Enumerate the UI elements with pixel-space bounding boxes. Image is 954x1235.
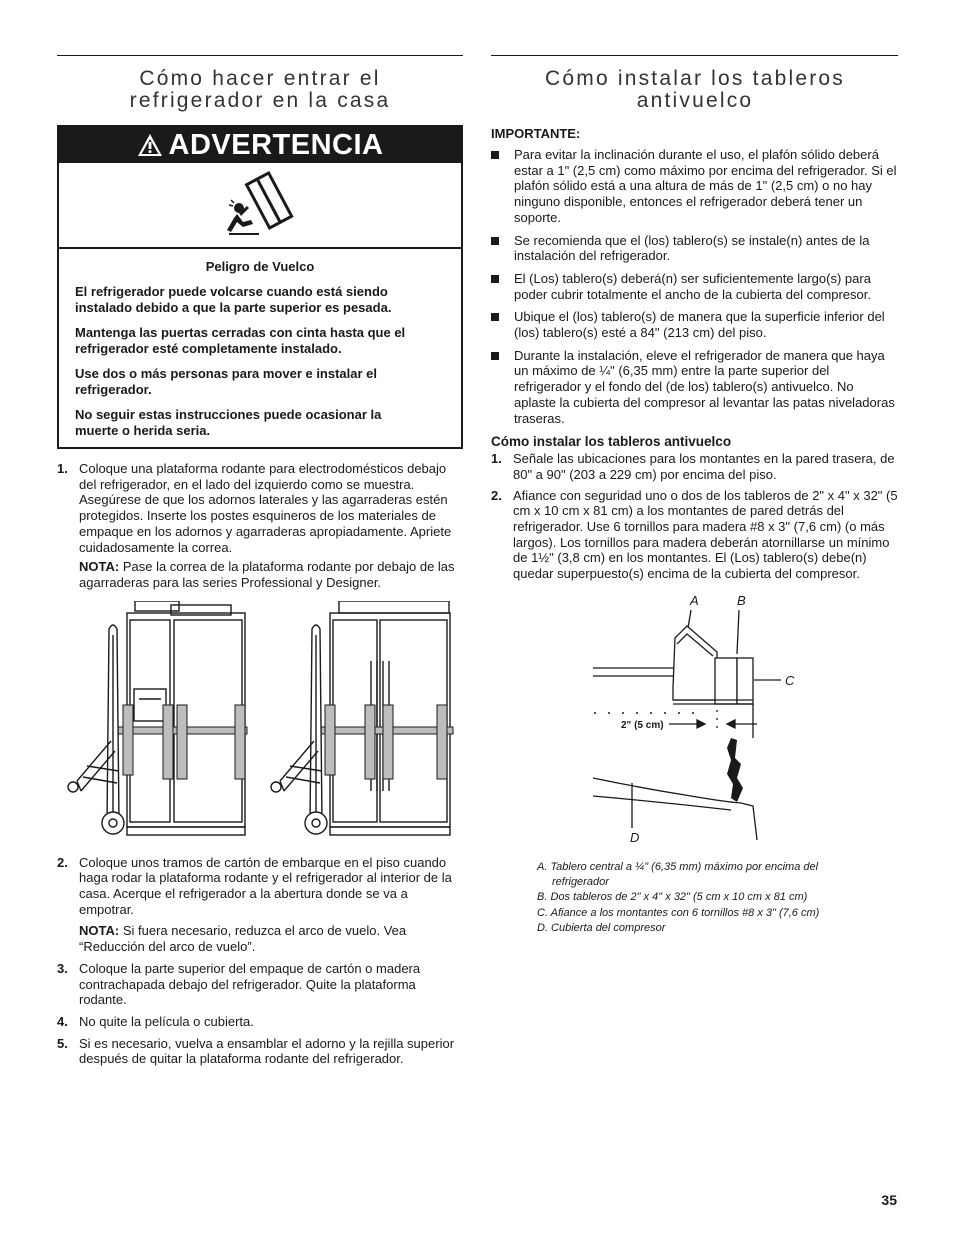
- bullet-square-icon: [491, 275, 499, 283]
- step-note: [79, 923, 463, 954]
- step-number: 3.: [57, 960, 68, 976]
- note-text: Si fuera necesario, reduzca el arco de vuelo. Vea “Reducción del arco de vuelo”.: [79, 923, 407, 955]
- label-b: B: [737, 592, 746, 608]
- bullet-square-icon: [491, 352, 499, 360]
- bullet-text: Ubique el (los) tablero(s) de manera que la superficie inferior del (los) tablero(s) esté a 84" (213 cm) del piso.: [514, 309, 885, 341]
- bullet-text: Para evitar la inclinación durante el uso, el plafón sólido deberá estar a 1" (2,5 cm) como máximo por encima del refrigerador. Si el plafón sólido está a una altura de más de 1" (2,5 cm) o no hay ninguno disponible, entonces el refrigerador deberá tener un soporte.: [514, 147, 897, 225]
- bullet-text: El (Los) tablero(s) deberá(n) ser suficientemente largo(s) para poder cubrir totalmente el ancho de la cubierta del compresor.: [514, 270, 871, 302]
- label-a: A: [690, 592, 699, 608]
- step-number: 4.: [57, 1013, 68, 1029]
- top-rule: [491, 55, 898, 56]
- warning-line: No seguir estas instrucciones puede ocasionar la muerte o herida seria.: [75, 407, 382, 438]
- step-item: [491, 488, 898, 582]
- note-text: Pase la correa de la plataforma rodante por debajo de las agarraderas para las series Professional y Designer.: [79, 559, 455, 590]
- warning-body: [59, 249, 461, 447]
- important-bullets: [491, 147, 898, 426]
- note-label: NOTA:: [79, 559, 120, 575]
- caption-a: A. Tablero central a ¼" (6,35 mm) máximo por encima del refrigerador: [537, 860, 819, 889]
- step-text: Coloque la parte superior del empaque de cartón o madera contrachapada debajo del refrigerador. Quite la plataforma rodante.: [79, 960, 421, 1008]
- step-text: Si es necesario, vuelva a ensamblar el adorno y la rejilla superior después de quitar la plataforma rodante del refrigerador.: [79, 1035, 455, 1067]
- bullet-text: Durante la instalación, eleve el refrigerador de manera que haya un máximo de ¼" (6,35 mm) entre la parte superior del refrigerador y el fondo del (de los) tablero(s) antivuelco. No aplaste la cubierta del compresor al levantar las patas niveladoras traseras.: [514, 347, 895, 426]
- tip-over-hazard-icon: [225, 170, 295, 240]
- figure-captions: [537, 860, 898, 936]
- step-number: 1.: [57, 461, 68, 476]
- step-number: 1.: [491, 451, 502, 467]
- note-label: NOTA:: [79, 923, 120, 939]
- step-number: 2.: [491, 487, 502, 503]
- step-text: Afiance con seguridad uno o dos de los tableros de 2" x 4" x 32" (5 cm x 10 cm x 81 cm) a los montantes de pared detrás del refrigerador. Use 6 tornillos para madera #8 x 3" (7,6 cm) (o más largos). Los tornillos para madera deberán atornillarse un mínimo de 1½" (3,8 cm) en los montantes. El (Los) tablero(s) debe(n) quedar superpuesto(s) encima de la cubierta del compresor.: [513, 487, 898, 582]
- dolly-illustration: [57, 601, 463, 843]
- step-number: 5.: [57, 1035, 68, 1051]
- section-heading-move-in: Cómo hacer entrar el refrigerador en la casa: [129, 67, 391, 112]
- subheading-install-boards: Cómo instalar los tableros antivuelco: [491, 434, 732, 450]
- step-item: [491, 451, 898, 482]
- warning-pictogram: [59, 163, 461, 249]
- warning-header: [59, 127, 461, 163]
- warning-line: Use dos o más personas para mover e instalar el refrigerador.: [75, 366, 378, 397]
- warning-line: El refrigerador puede volcarse cuando está siendo instalado debido a que la parte superior es pesada.: [75, 284, 392, 315]
- bullet-square-icon: [491, 151, 499, 159]
- anti-tip-steps: [491, 451, 898, 582]
- label-c: C: [785, 672, 795, 688]
- left-column: [57, 55, 463, 1067]
- step-note: [79, 559, 463, 590]
- step-item: [57, 855, 463, 955]
- caption-d: D. Cubierta del compresor: [537, 922, 666, 935]
- caption-c: C. Afiance a los montantes con 6 tornillos #8 x 3" (7,6 cm): [537, 906, 820, 919]
- right-column: [491, 55, 898, 936]
- step-item: [57, 1014, 463, 1030]
- step-item: [57, 1036, 463, 1067]
- bullet-square-icon: [491, 313, 499, 321]
- step-text: Coloque unos tramos de cartón de embarque en el piso cuando haga rodar la plataforma rodante y el refrigerador al interior de la casa. Acerque el refrigerador a la abertura donde se va a empotrar.: [79, 854, 452, 917]
- move-in-steps-b: [57, 855, 463, 1067]
- warning-box: [57, 125, 463, 449]
- warning-triangle-icon: [137, 133, 163, 157]
- top-rule: [57, 55, 463, 56]
- anti-tip-board-figure: [491, 588, 898, 854]
- bullet-text: Se recomienda que el (los) tablero(s) se instale(n) antes de la instalación del refrigerador.: [514, 232, 870, 264]
- hazard-title: Peligro de Vuelco: [205, 259, 315, 274]
- step-number: 2.: [57, 854, 68, 870]
- step-text: Señale las ubicaciones para los montantes en la pared trasera, de 80" a 90" (203 a 229 cm) por encima del piso.: [513, 451, 895, 482]
- label-d: D: [630, 829, 640, 845]
- page-number: 35: [881, 1192, 897, 1208]
- section-heading-anti-tip: Cómo instalar los tableros antivuelco: [545, 67, 845, 112]
- bullet-item: [491, 147, 898, 226]
- bullet-square-icon: [491, 237, 499, 245]
- step-text: No quite la película o cubierta.: [79, 1013, 254, 1029]
- caption-b: B. Dos tableros de 2" x 4" x 32" (5 cm x 10 cm x 81 cm): [537, 891, 808, 904]
- step-text: Coloque una plataforma rodante para electrodomésticos debajo del refrigerador, en el lado del izquierdo como se muestra. Asegúrese de que los adornos laterales y las agarraderas estén protegidos. Inserte los postes esquineros de los materiales de empaque en los adornos y agarraderas apropiadamente. Apriete cuidadosamente la correa.: [79, 461, 452, 555]
- warning-title: ADVERTENCIA: [168, 128, 384, 161]
- bullet-item: [491, 271, 898, 302]
- bullet-item: [491, 309, 898, 340]
- bullet-item: [491, 233, 898, 264]
- bullet-item: [491, 348, 898, 427]
- warning-line: Mantenga las puertas cerradas con cinta hasta que el refrigerador esté completamente instalado.: [75, 325, 406, 356]
- step-item: [57, 461, 463, 591]
- important-label: IMPORTANTE:: [491, 126, 581, 141]
- step-item: [57, 961, 463, 1008]
- dimension-label: 2" (5 cm): [621, 719, 664, 731]
- move-in-steps-a: [57, 461, 463, 591]
